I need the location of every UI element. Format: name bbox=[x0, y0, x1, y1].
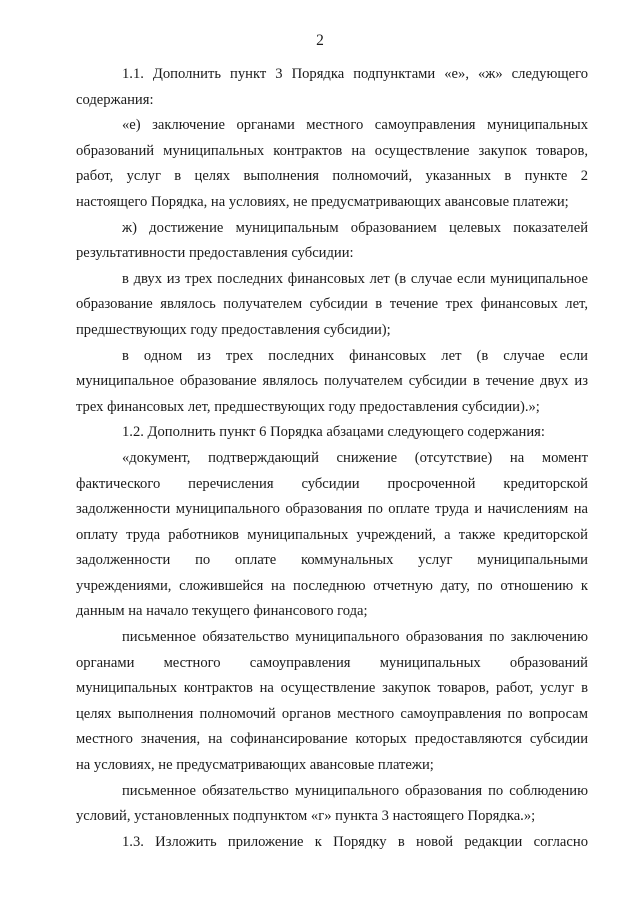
paragraph bbox=[76, 216, 588, 267]
text-line: ж) достижение муниципальным образованием целевых показателей bbox=[122, 219, 588, 236]
text-line: оплату труда работников муниципальных учреждений, а также кредиторской bbox=[76, 526, 588, 543]
paragraph bbox=[76, 830, 588, 856]
text-line: настоящего Порядка, на условиях, не предусматривающих авансовые платежи; bbox=[76, 193, 569, 210]
text-line: учреждениями, сложившейся на последнюю отчетную дату, по отношению к bbox=[76, 577, 588, 594]
text-line: образований муниципальных контрактов на осуществление закупок товаров, bbox=[76, 142, 588, 159]
text-line: фактического перечисления субсидии просроченной кредиторской bbox=[76, 475, 588, 492]
paragraph bbox=[76, 420, 588, 446]
text-line: задолженности по оплате коммунальных услуг муниципальными bbox=[76, 552, 588, 569]
text-line: письменное обязательство муниципального образования по соблюдению bbox=[122, 782, 588, 799]
document-body bbox=[76, 62, 588, 855]
text-line: «документ, подтверждающий снижение (отсутствие) на момент bbox=[122, 449, 588, 466]
paragraph bbox=[76, 446, 588, 625]
text-line: муниципальное образование являлось получателем субсидии в течение двух из bbox=[76, 373, 588, 390]
text-line: содержания: bbox=[76, 91, 154, 108]
text-line: результативности предоставления субсидии: bbox=[76, 245, 354, 262]
text-line: органами местного самоуправления муниципальных образований bbox=[76, 654, 588, 671]
text-line: местного значения, на софинансирование которых предоставляются субсидии bbox=[76, 731, 588, 748]
text-line: 1.2. Дополнить пункт 6 Порядка абзацами следующего содержания: bbox=[122, 424, 545, 441]
text-line: в двух из трех последних финансовых лет (в случае если муниципальное bbox=[122, 270, 588, 287]
text-line: работ, услуг в целях выполнения полномочий, указанных в пункте 2 bbox=[76, 168, 588, 185]
text-line: целях выполнения полномочий органов местного самоуправления по вопросам bbox=[76, 705, 588, 722]
page-number: 2 bbox=[316, 32, 324, 49]
paragraph bbox=[76, 344, 588, 421]
text-line: письменное обязательство муниципального образования по заключению bbox=[122, 629, 588, 646]
text-line: трех финансовых лет, предшествующих году предоставления субсидии).»; bbox=[76, 398, 540, 415]
text-line: «е) заключение органами местного самоуправления муниципальных bbox=[122, 117, 588, 134]
text-line: муниципальных контрактов на осуществление закупок товаров, работ, услуг в bbox=[76, 680, 588, 697]
text-line: на условиях, не предусматривающих авансовые платежи; bbox=[76, 757, 434, 774]
text-line: условий, установленных подпунктом «г» пункта 3 настоящего Порядка.»; bbox=[76, 808, 536, 825]
text-line: в одном из трех последних финансовых лет (в случае если bbox=[122, 347, 588, 364]
paragraph bbox=[76, 113, 588, 215]
text-line: образование являлось получателем субсидии в течение трех финансовых лет, bbox=[76, 296, 588, 313]
text-line: задолженности муниципального образования по оплате труда и начислениям на bbox=[76, 501, 588, 518]
text-line: 1.1. Дополнить пункт 3 Порядка подпунктами «е», «ж» следующего bbox=[122, 66, 588, 82]
paragraph bbox=[76, 625, 588, 779]
text-line: данным на начало текущего финансового года; bbox=[76, 603, 368, 620]
paragraph bbox=[76, 779, 588, 830]
text-line: 1.3. Изложить приложение к Порядку в новой редакции согласно bbox=[122, 833, 588, 850]
paragraph bbox=[76, 267, 588, 344]
text-line: предшествующих году предоставления субсидии); bbox=[76, 321, 391, 338]
paragraph bbox=[76, 62, 588, 113]
